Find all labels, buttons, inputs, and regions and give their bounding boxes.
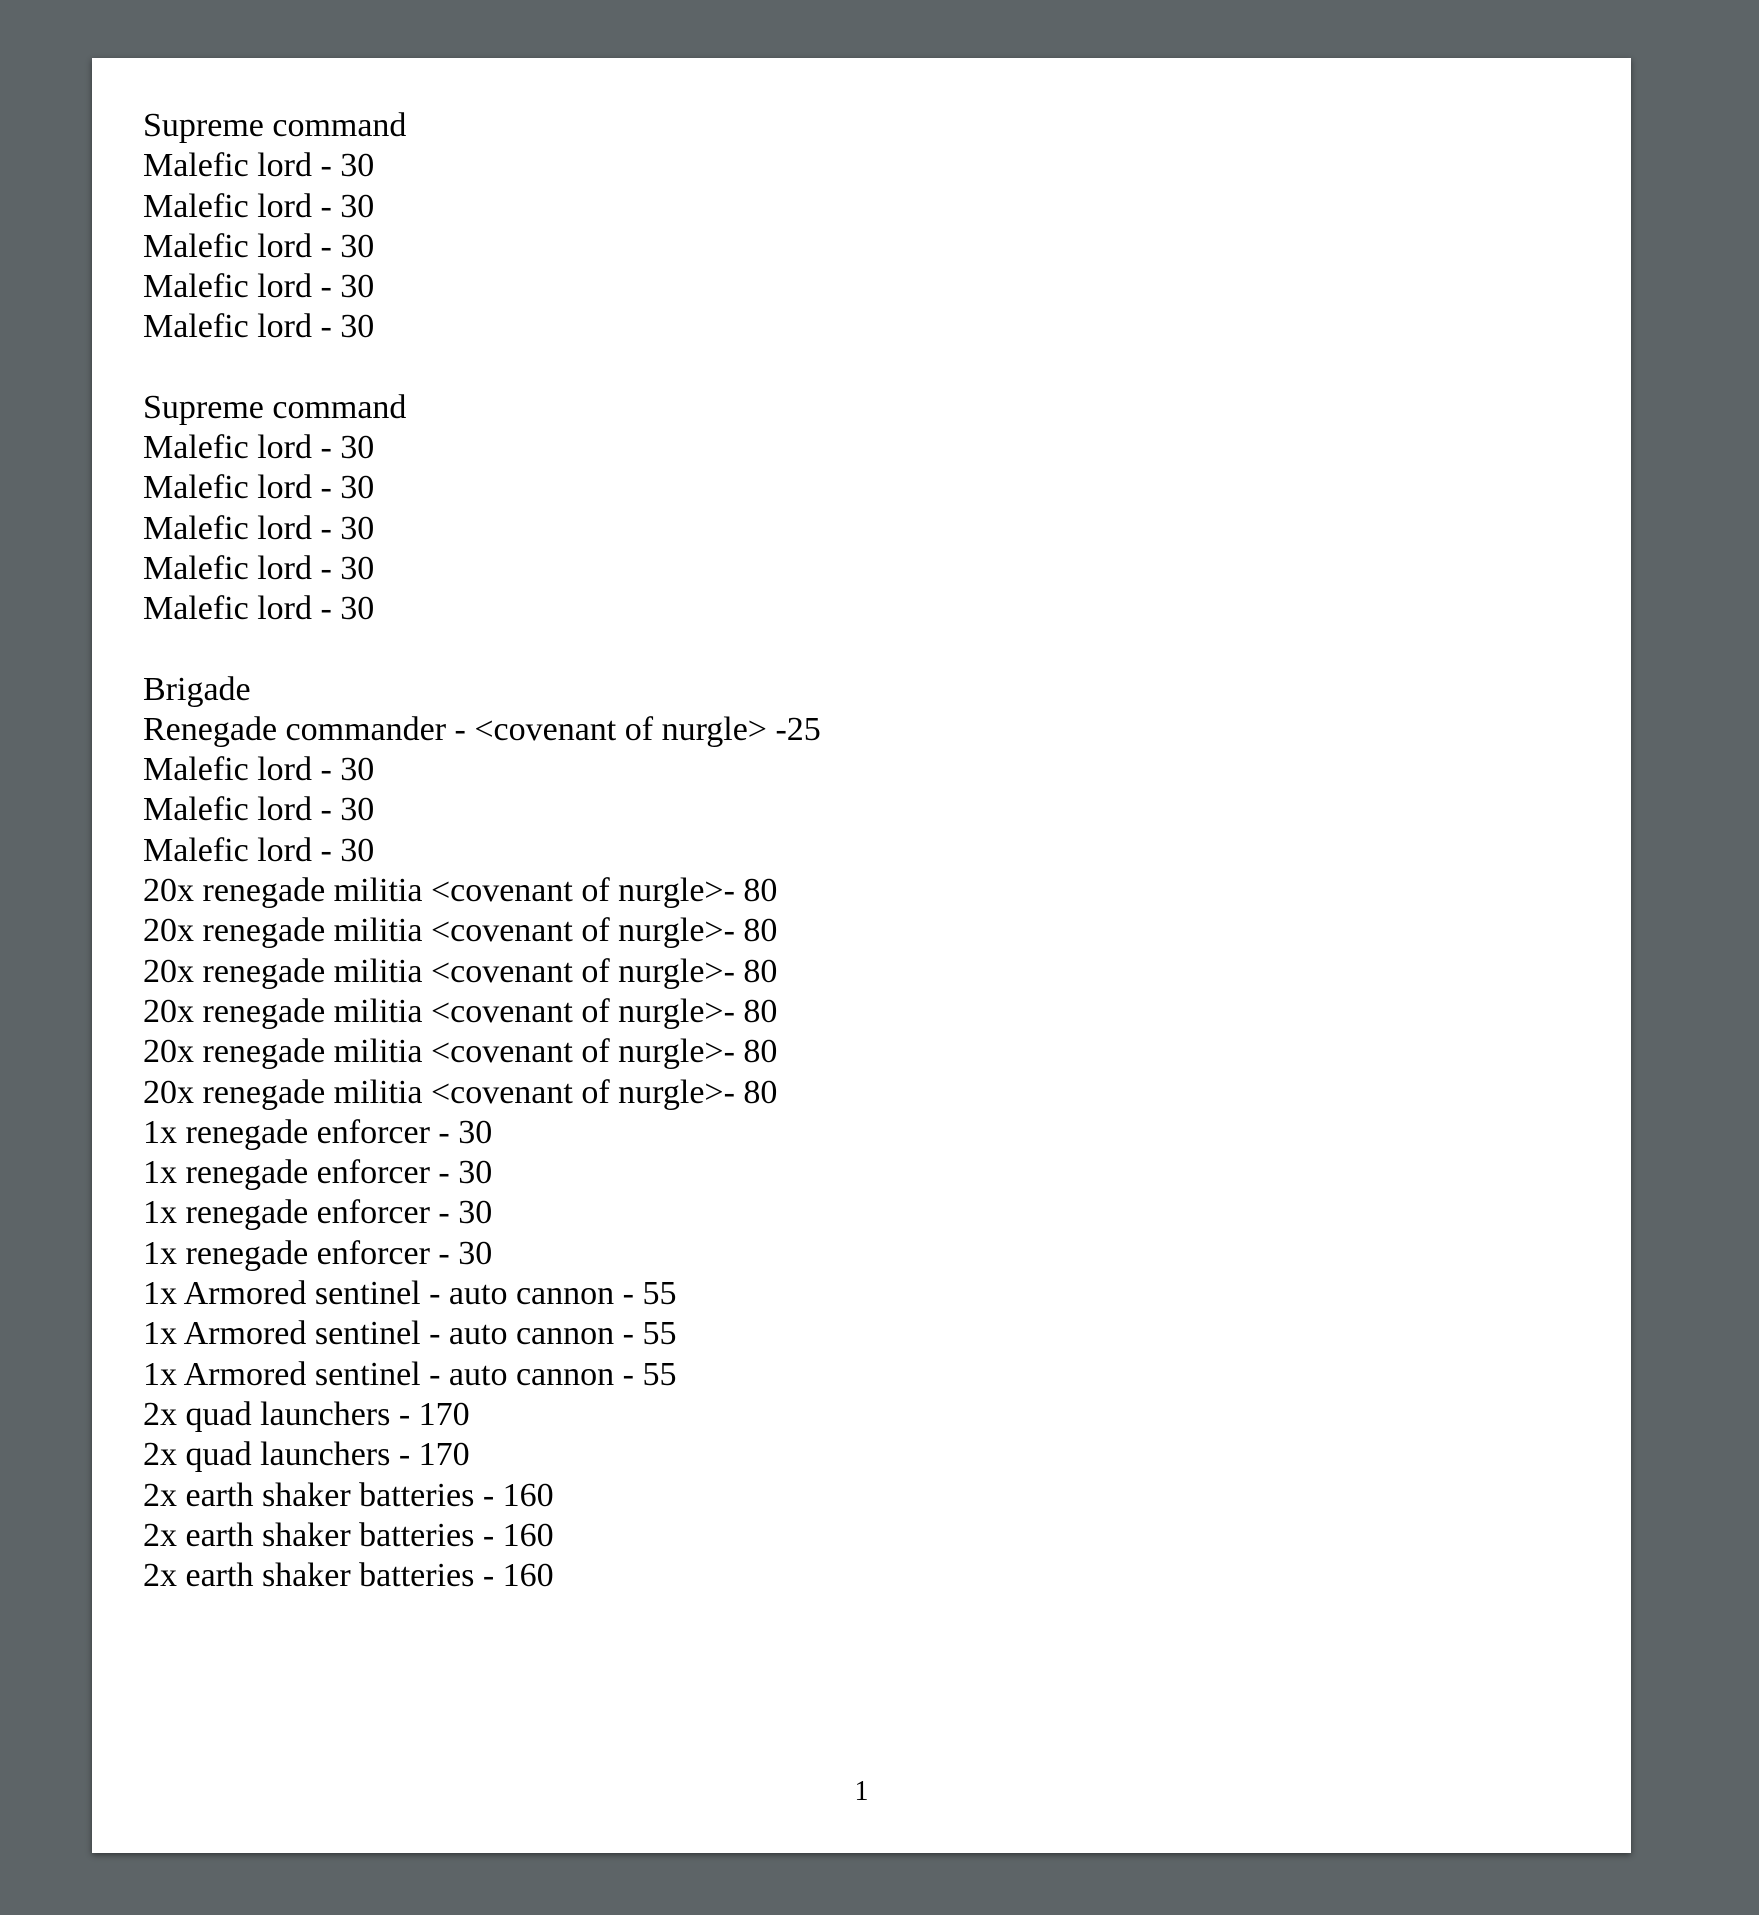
unit-entry: 1x renegade enforcer - 30: [143, 1113, 493, 1151]
unit-entry: 1x renegade enforcer - 30: [143, 1154, 493, 1192]
unit-entry: Malefic lord - 30: [143, 831, 375, 869]
unit-entry: 2x quad launchers - 170: [143, 1395, 470, 1433]
unit-entry: 1x renegade enforcer - 30: [143, 1194, 493, 1232]
unit-entry: Malefic lord - 30: [143, 590, 375, 628]
unit-entry: 1x Armored sentinel - auto cannon - 55: [143, 1315, 677, 1353]
unit-entry: 2x earth shaker batteries - 160: [143, 1557, 554, 1595]
unit-entry: 1x renegade enforcer - 30: [143, 1234, 493, 1272]
unit-entry: Malefic lord - 30: [143, 429, 375, 467]
unit-entry: Malefic lord - 30: [143, 791, 375, 829]
section-heading: Supreme command: [143, 388, 407, 426]
document-section: [143, 388, 1580, 630]
document-section: [143, 670, 1580, 1597]
unit-entry: 20x renegade militia <covenant of nurgle>- 80: [143, 992, 778, 1030]
unit-entry: Malefic lord - 30: [143, 509, 375, 547]
unit-entry: 2x quad launchers - 170: [143, 1436, 470, 1474]
document-content: [143, 106, 1580, 1596]
unit-entry: Malefic lord - 30: [143, 268, 375, 306]
section-heading: Brigade: [143, 670, 251, 708]
unit-entry: 2x earth shaker batteries - 160: [143, 1476, 554, 1514]
section-heading: Supreme command: [143, 107, 407, 144]
unit-entry: 1x Armored sentinel - auto cannon - 55: [143, 1275, 677, 1313]
unit-entry: 2x earth shaker batteries - 160: [143, 1516, 554, 1554]
unit-entry: 20x renegade militia <covenant of nurgle>- 80: [143, 1033, 778, 1071]
unit-entry: Malefic lord - 30: [143, 751, 375, 789]
unit-entry: Malefic lord - 30: [143, 469, 375, 507]
unit-entry: 20x renegade militia <covenant of nurgle>- 80: [143, 912, 778, 950]
unit-entry: 20x renegade militia <covenant of nurgle>- 80: [143, 872, 778, 910]
document-section: [143, 106, 1580, 348]
unit-entry: Malefic lord - 30: [143, 227, 375, 265]
document-page: [92, 58, 1631, 1853]
unit-entry: Malefic lord - 30: [143, 308, 375, 346]
unit-entry: 1x Armored sentinel - auto cannon - 55: [143, 1355, 677, 1393]
unit-entry: 20x renegade militia <covenant of nurgle>- 80: [143, 952, 778, 990]
unit-entry: 20x renegade militia <covenant of nurgle>- 80: [143, 1073, 778, 1111]
unit-entry: Renegade commander - <covenant of nurgle> -25: [143, 710, 821, 748]
unit-entry: Malefic lord - 30: [143, 549, 375, 587]
unit-entry: Malefic lord - 30: [143, 147, 375, 185]
unit-entry: Malefic lord - 30: [143, 187, 375, 225]
page-number: 1: [854, 1776, 869, 1807]
